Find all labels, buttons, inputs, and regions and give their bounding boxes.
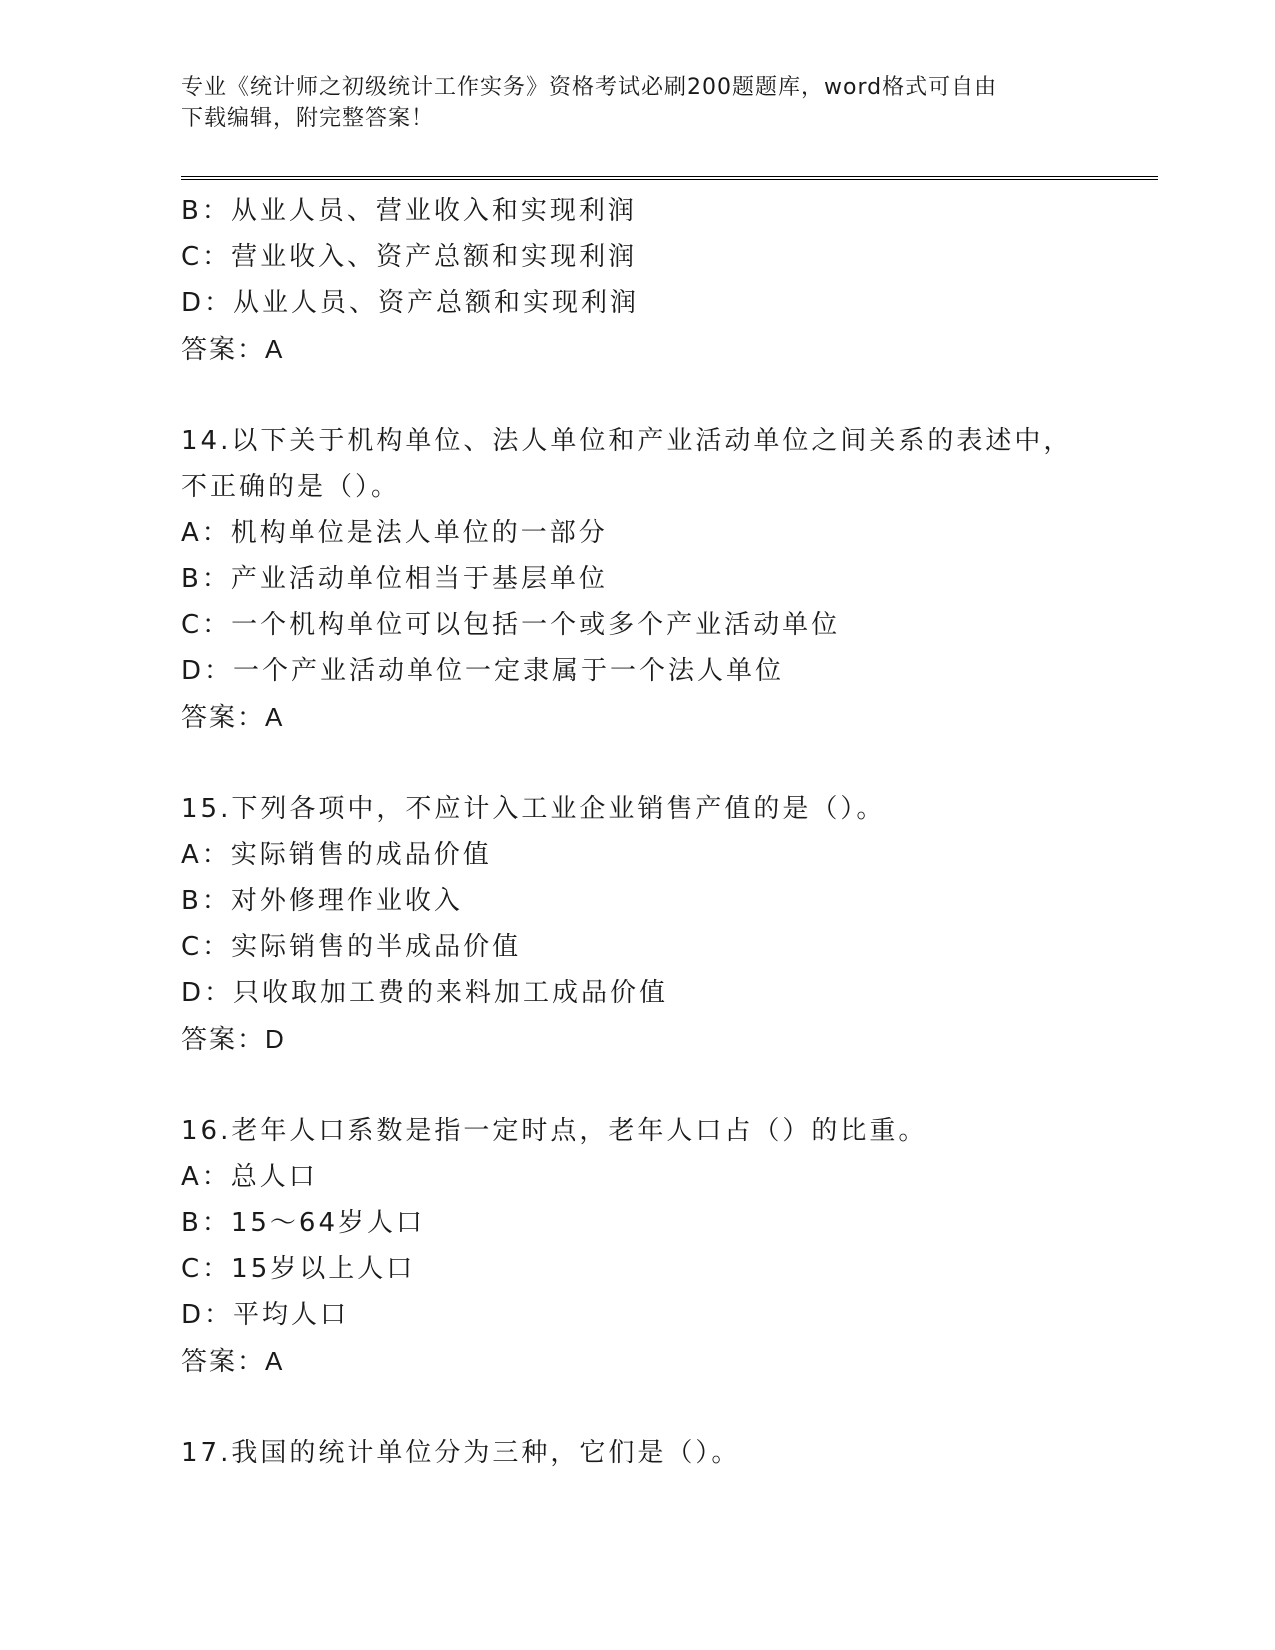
question-stem-line: 16.老年人口系数是指一定时点，老年人口占（）的比重。 (181, 1116, 928, 1146)
question-stem-line: 14.以下关于机构单位、法人单位和产业活动单位之间关系的表述中， (181, 426, 1073, 456)
question-14 (181, 418, 1158, 740)
option-a: A：机构单位是法人单位的一部分 (181, 518, 608, 548)
document-body (181, 188, 1158, 1476)
question-16 (181, 1108, 1158, 1384)
option-b: B：15～64岁人口 (181, 1208, 426, 1238)
option-a: A：实际销售的成品价值 (181, 840, 492, 870)
question-stem-line: 不正确的是（）。 (181, 472, 401, 502)
option-b: B：对外修理作业收入 (181, 886, 463, 916)
document-header (181, 72, 1081, 134)
question-stem-line: 15.下列各项中，不应计入工业企业销售产值的是（）。 (181, 794, 886, 824)
question-spacer (181, 1384, 1158, 1430)
question-spacer (181, 1062, 1158, 1108)
option-b: B：产业活动单位相当于基层单位 (181, 564, 608, 594)
option-d: D：一个产业活动单位一定隶属于一个法人单位 (181, 656, 785, 686)
answer-line: 答案：A (181, 1346, 285, 1376)
question-13-continued (181, 188, 1158, 372)
answer-line: 答案：D (181, 1024, 286, 1054)
answer-line: 答案：A (181, 334, 285, 364)
option-a: A：总人口 (181, 1162, 318, 1192)
option-b: B：从业人员、营业收入和实现利润 (181, 196, 637, 226)
option-c: C：一个机构单位可以包括一个或多个产业活动单位 (181, 610, 841, 640)
option-d: D：从业人员、资产总额和实现利润 (181, 288, 640, 318)
option-c: C：15岁以上人口 (181, 1254, 416, 1284)
question-spacer (181, 740, 1158, 786)
question-stem-line: 17.我国的统计单位分为三种，它们是（）。 (181, 1438, 741, 1468)
option-c: C：营业收入、资产总额和实现利润 (181, 242, 638, 272)
option-d: D：平均人口 (181, 1300, 350, 1330)
option-c: C：实际销售的半成品价值 (181, 932, 522, 962)
option-d: D：只收取加工费的来料加工成品价值 (181, 978, 669, 1008)
header-line-2: 下载编辑，附完整答案！ (181, 106, 435, 131)
question-17 (181, 1430, 1158, 1476)
header-line-1: 专业《统计师之初级统计工作实务》资格考试必刷200题题库，word格式可自由 (181, 75, 998, 100)
answer-line: 答案：A (181, 702, 285, 732)
question-15 (181, 786, 1158, 1062)
question-spacer (181, 372, 1158, 418)
header-double-rule (181, 176, 1158, 180)
